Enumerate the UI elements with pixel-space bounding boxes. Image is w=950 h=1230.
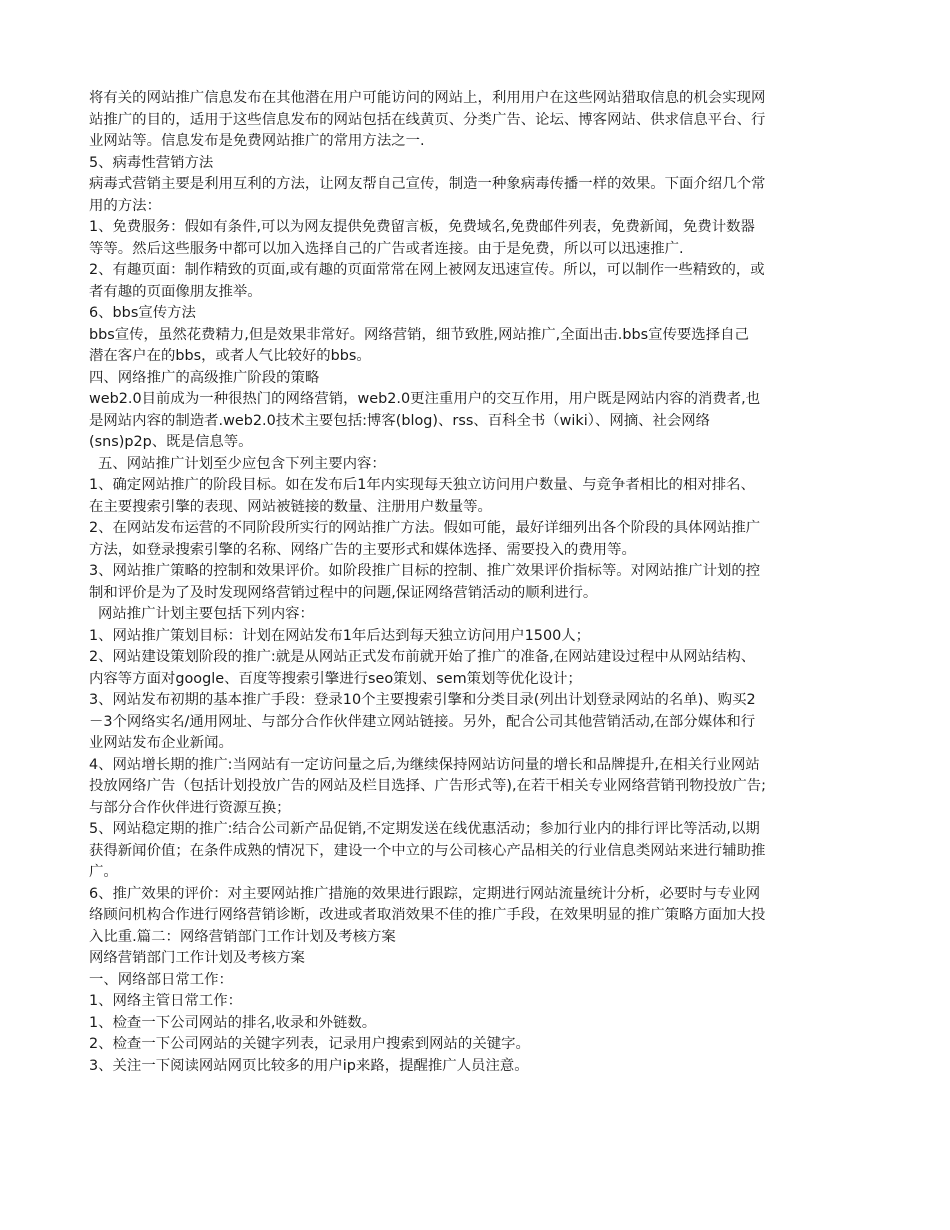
paragraph-line: 将有关的网站推广信息发布在其他潜在用户可能访问的网站上，利用用户在这些网站猎取信息的机会实现网	[89, 90, 766, 106]
list-item-line: 1、检查一下公司网站的排名,收录和外链数。	[89, 1014, 377, 1031]
list-item-line: 者有趣的页面像朋友推举。	[89, 283, 262, 300]
list-item-line: 获得新闻价值；在条件成熟的情况下，建设一个中立的与公司核心产品相关的行业信息类网站来进行辅助推	[89, 842, 766, 859]
list-item-line: 3、关注一下阅读网站网页比较多的用户ip来路，提醒推广人员注意。	[89, 1057, 529, 1074]
list-item-line: 等等。然后这些服务中都可以加入选择自己的广告或者连接。由于是免费，所以可以迅速推广.	[89, 240, 684, 257]
paragraph-line: web2.0目前成为一种很热门的网络营销，web2.0更注重用户的交互作用，用户既是网站内容的消费者,也	[89, 391, 761, 407]
list-item-line: 1、免费服务：假如有条件,可以为网友提供免费留言板，免费域名,免费邮件列表，免费新闻，免费计数器	[89, 219, 755, 235]
list-item-line: 与部分合作伙伴进行资源互换；	[89, 799, 291, 816]
paragraph-line: 业网站等。信息发布是免费网站推广的常用方法之一.	[89, 133, 425, 149]
list-item-line: 广。	[89, 864, 118, 880]
list-item-line: －3个网络实名/通用网址、与部分合作伙伴建立网站链接。另外，配合公司其他营销活动,在部分媒体和行	[89, 713, 756, 730]
paragraph-line: 站推广的目的，适用于这些信息发布的网站包括在线黄页、分类广告、论坛、博客网站、供求信息平台、行	[89, 111, 766, 128]
list-item-line: 5、网站稳定期的推广:结合公司新产品促销,不定期发送在线优惠活动；参加行业内的排行评比等活动,以期	[89, 821, 760, 837]
list-item-line: 2、网站建设策划阶段的推广:就是从网站正式发布前就开始了推广的准备,在网站建设过程中从网站结构、	[89, 649, 756, 665]
list-item-line: 3、网站发布初期的基本推广手段：登录10个主要搜索引擎和分类目录(列出计划登录网站的名单)、购买2	[89, 692, 756, 708]
list-item-line: 1、确定网站推广的阶段目标。如在发布后1年内实现每天独立访问用户数量、与竞争者相比的相对排名、	[89, 477, 755, 493]
section-heading: 网站推广计划主要包括下列内容：	[98, 606, 314, 622]
section-heading: 网络营销部门工作计划及考核方案	[89, 950, 305, 966]
paragraph-line: 病毒式营销主要是利用互利的方法，让网友帮自己宣传，制造一种象病毒传播一样的效果。下面介绍几个常	[89, 176, 766, 192]
section-heading: 6、bbs宣传方法	[89, 305, 196, 321]
list-item-line: 2、有趣页面：制作精致的页面,或有趣的页面常常在网上被网友迅速宣传。所以，可以制作一些精致的，或	[89, 262, 765, 278]
paragraph-line: bbs宣传，虽然花费精力,但是效果非常好。网络营销，细节致胜,网站推广,全面出击.bbs宣传要选择自己	[89, 326, 749, 343]
list-item-line: 6、推广效果的评价：对主要网站推广措施的效果进行跟踪，定期进行网站流量统计分析，必要时与专业网	[89, 885, 761, 902]
list-item-line: 方法，如登录搜索引擎的名称、网络广告的主要形式和媒体选择、需要投入的费用等。	[89, 541, 636, 558]
list-item-line: 业网站发布企业新闻。	[89, 735, 233, 751]
list-item-line: 4、网站增长期的推广:当网站有一定访问量之后,为继续保持网站访问量的增长和品牌提升,在相关行业网站	[89, 756, 760, 773]
list-item-line: 1、网络主管日常工作：	[89, 993, 243, 1009]
paragraph-line: (sns)p2p、既是信息等。	[89, 434, 253, 450]
paragraph-line: 用的方法：	[89, 197, 161, 214]
paragraph-line: 潜在客户在的bbs，或者人气比较好的bbs。	[89, 348, 371, 364]
list-item-line: 投放网络广告（包括计划投放广告的网站及栏目选择、广告形式等),在若干相关专业网络营销刊物投放广告;	[89, 778, 767, 794]
section-heading: 五、网站推广计划至少应包含下列主要内容：	[98, 455, 386, 472]
list-item-line: 入比重.篇二：网络营销部门工作计划及考核方案	[89, 928, 396, 945]
section-heading: 5、病毒性营销方法	[89, 154, 214, 171]
list-item-line: 2、检查一下公司网站的关键字列表，记录用户搜索到网站的关键字。	[89, 1036, 530, 1052]
list-item-line: 络顾问机构合作进行网络营销诊断，改进或者取消效果不佳的推广手段，在效果明显的推广策略方面加大投	[89, 907, 766, 923]
section-heading: 一、网络部日常工作：	[89, 971, 233, 988]
list-item-line: 3、网站推广策略的控制和效果评价。如阶段推广目标的控制、推广效果评价指标等。对网站推广计划的控	[89, 563, 761, 579]
list-item-line: 制和评价是为了及时发现网络营销过程中的问题,保证网络营销活动的顺利进行。	[89, 584, 598, 601]
list-item-line: 2、在网站发布运营的不同阶段所实行的网站推广方法。假如可能，最好详细列出各个阶段的具体网站推广	[89, 520, 761, 536]
list-item-line: 1、网站推广策划目标：计划在网站发布1年后达到每天独立访问用户1500人；	[89, 627, 591, 644]
list-item-line: 内容等方面对google、百度等搜索引擎进行seo策划、sem策划等优化设计；	[89, 670, 582, 687]
section-heading: 四、网络推广的高级推广阶段的策略	[89, 369, 320, 386]
list-item-line: 在主要搜索引擎的表现、网站被链接的数量、注册用户数量等。	[89, 498, 492, 515]
paragraph-line: 是网站内容的制造者.web2.0技术主要包括:博客(blog)、rss、百科全书（wiki）、网摘、社会网络	[89, 412, 711, 429]
